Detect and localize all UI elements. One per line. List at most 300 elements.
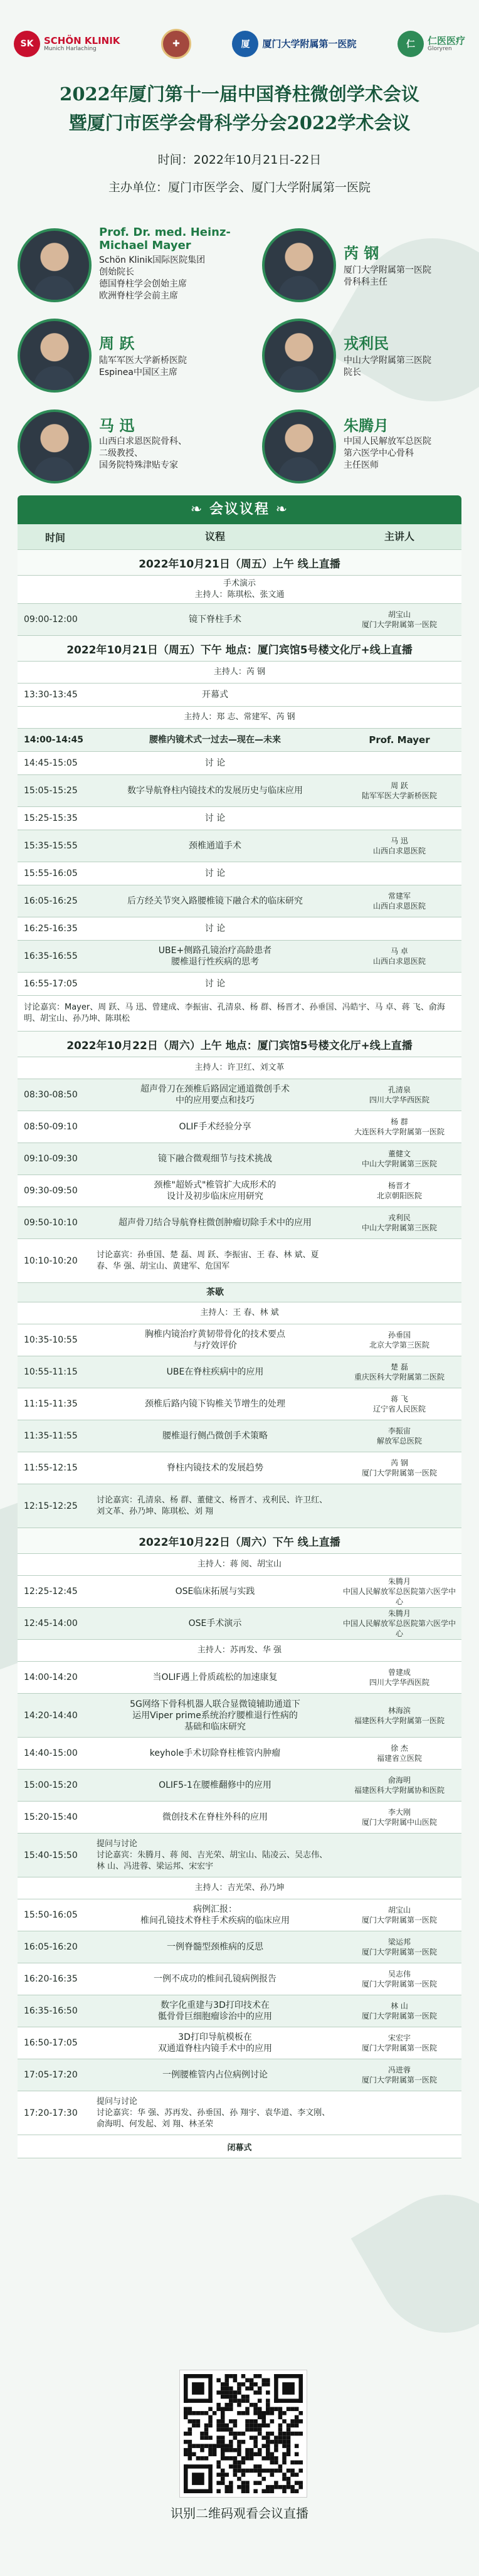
qr-module bbox=[184, 2464, 213, 2469]
qr-module bbox=[245, 2411, 250, 2415]
qr-module bbox=[204, 2436, 209, 2440]
qr-module bbox=[261, 2378, 266, 2383]
qr-module bbox=[245, 2489, 250, 2493]
desc-line: Schön Klinik国际医院集团 bbox=[99, 255, 206, 265]
session-date-row bbox=[18, 1528, 461, 1554]
speaker-desc bbox=[99, 255, 243, 302]
moderator-row bbox=[18, 1302, 461, 1324]
row-topic: 当OLIF遇上骨质疏松的加速康复 bbox=[152, 1672, 278, 1682]
qr-module bbox=[188, 2440, 192, 2444]
moderator-row bbox=[18, 576, 461, 604]
qr-module bbox=[229, 2489, 233, 2493]
closing-row bbox=[18, 2135, 461, 2158]
qr-module bbox=[295, 2424, 299, 2428]
row-topic: 微创技术在脊柱外科的应用 bbox=[162, 1812, 268, 1822]
qr-module bbox=[274, 2448, 278, 2452]
moderator-row bbox=[18, 1640, 461, 1662]
qr-module bbox=[184, 2489, 213, 2493]
table-row bbox=[18, 807, 461, 830]
qr-module bbox=[250, 2387, 254, 2391]
desc-line: 国务院特殊津贴专家 bbox=[99, 460, 178, 470]
row-time: 16:25-16:35 bbox=[24, 924, 78, 934]
qr-module bbox=[225, 2403, 229, 2407]
speaker-name: 朱腾月 bbox=[344, 417, 389, 435]
qr-module bbox=[266, 2424, 270, 2428]
qr-module bbox=[221, 2427, 225, 2432]
qr-module bbox=[250, 2427, 254, 2432]
table-row bbox=[18, 1111, 461, 1143]
moderator-row bbox=[18, 707, 461, 729]
row-time: 11:15-11:35 bbox=[24, 1399, 78, 1409]
row-topic: 3D打印导航模板在 双通道脊柱内镜手术中的应用 bbox=[158, 2032, 272, 2054]
qr-module bbox=[204, 2432, 209, 2436]
desc-line: Espinea中国区主席 bbox=[99, 367, 177, 377]
qr-module bbox=[266, 2448, 270, 2452]
qr-module bbox=[270, 2411, 275, 2415]
table-row bbox=[18, 1079, 461, 1111]
qr-module bbox=[245, 2481, 250, 2485]
table-row bbox=[18, 775, 461, 807]
qr-module bbox=[270, 2407, 275, 2411]
qr-module bbox=[225, 2448, 229, 2452]
qr-module bbox=[258, 2399, 262, 2403]
speaker-desc bbox=[344, 436, 463, 472]
qr-module bbox=[192, 2452, 196, 2456]
qr-module bbox=[258, 2390, 262, 2395]
table-row bbox=[18, 1484, 461, 1528]
row-topic: OSE临床拓展与实践 bbox=[175, 1586, 255, 1597]
qr-module bbox=[245, 2485, 250, 2489]
row-time: 09:00-12:00 bbox=[24, 615, 78, 625]
row-time: 15:35-15:55 bbox=[24, 841, 78, 851]
speaker-card bbox=[18, 314, 243, 395]
qr-module bbox=[229, 2444, 233, 2448]
logo-text: SCHÖN KLINIK bbox=[44, 34, 120, 46]
qr-module bbox=[216, 2403, 221, 2407]
moderator-row bbox=[18, 1877, 461, 1899]
row-topic: 提问与讨论 讨论嘉宾：华 强、苏再发、孙垂国、孙 翔宇、袁华道、李文刚、俞海明、何发起、刘 翔、林圣荣 bbox=[97, 2096, 330, 2129]
qr-module bbox=[216, 2390, 221, 2395]
row-time: 12:25-12:45 bbox=[24, 1586, 78, 1597]
speaker-card bbox=[262, 223, 463, 305]
qr-module bbox=[208, 2419, 213, 2424]
qr-module bbox=[274, 2399, 303, 2403]
table-row bbox=[18, 1143, 461, 1175]
qr-module bbox=[261, 2477, 266, 2481]
qr-module bbox=[221, 2477, 225, 2481]
qr-module bbox=[258, 2464, 262, 2469]
qr-module bbox=[253, 2464, 258, 2469]
qr-module bbox=[282, 2456, 287, 2461]
speaker-desc bbox=[99, 355, 243, 379]
qr-module bbox=[200, 2411, 204, 2415]
qr-module bbox=[245, 2424, 250, 2428]
qr-module bbox=[229, 2374, 233, 2378]
session-date-row bbox=[18, 1032, 461, 1057]
row-topic: 一例不成功的椎间孔镜病例报告 bbox=[154, 1974, 276, 1984]
qr-module bbox=[221, 2411, 225, 2415]
row-time: 08:30-08:50 bbox=[24, 1090, 78, 1100]
qr-code-image bbox=[184, 2374, 303, 2493]
seal-icon: ✚ bbox=[161, 29, 191, 59]
qr-module bbox=[270, 2485, 275, 2489]
qr-module bbox=[298, 2432, 303, 2436]
qr-module bbox=[241, 2374, 246, 2378]
moderator-text: 主持人：郑 志、常建军、芮 钢 bbox=[184, 712, 295, 722]
row-speaker: 吴志伟 厦门大学附属第一医院 bbox=[361, 1970, 437, 1988]
qr-module bbox=[237, 2469, 241, 2473]
row-time: 15:00-15:20 bbox=[24, 1780, 78, 1790]
logo-text: 厦门大学附属第一医院 bbox=[262, 38, 357, 50]
qr-module bbox=[233, 2374, 238, 2378]
qr-module bbox=[233, 2419, 238, 2424]
desc-line: 创始院长 bbox=[99, 267, 134, 277]
qr-module bbox=[253, 2403, 258, 2407]
qr-module bbox=[295, 2452, 299, 2456]
qr-module bbox=[253, 2440, 258, 2444]
row-speaker: 徐 杰 福建省立医院 bbox=[376, 1744, 422, 1763]
row-topic: 讨论嘉宾：孔清泉、杨 群、董健文、杨晋才、戎利民、许卫红、刘文革、孙乃坤、陈琪松、刘 翔 bbox=[97, 1495, 328, 1516]
schon-klinik-logo bbox=[14, 31, 120, 57]
qr-module bbox=[258, 2452, 262, 2456]
row-time: 09:50-10:10 bbox=[24, 1218, 78, 1228]
qr-module bbox=[282, 2485, 287, 2489]
qr-module bbox=[253, 2374, 258, 2378]
qr-module bbox=[216, 2440, 221, 2444]
table-row bbox=[18, 1175, 461, 1207]
qr-module bbox=[250, 2436, 254, 2440]
qr-module bbox=[258, 2387, 262, 2391]
qr-module bbox=[270, 2489, 275, 2493]
qr-module bbox=[282, 2382, 295, 2395]
table-row bbox=[18, 1356, 461, 1388]
hospital-icon: 厦 bbox=[232, 31, 258, 57]
session-date-text: 2022年10月21日（周五）上午 线上直播 bbox=[139, 557, 340, 571]
discussion-row bbox=[18, 996, 461, 1032]
row-topic: 超声骨刀结合导航脊柱微创肿瘤切除手术中的应用 bbox=[118, 1218, 312, 1228]
qr-module bbox=[225, 2485, 229, 2489]
qr-module bbox=[290, 2489, 295, 2493]
qr-module bbox=[221, 2387, 225, 2391]
qr-module bbox=[237, 2399, 241, 2403]
qr-module bbox=[188, 2456, 192, 2461]
qr-module bbox=[282, 2473, 287, 2477]
qr-module bbox=[261, 2419, 266, 2424]
row-time: 17:05-17:20 bbox=[24, 2070, 78, 2080]
header-time: 时间 bbox=[45, 531, 65, 544]
qr-module bbox=[250, 2424, 254, 2428]
qr-module bbox=[216, 2473, 221, 2477]
qr-module bbox=[237, 2432, 241, 2436]
qr-module bbox=[266, 2407, 270, 2411]
row-topic: 讨 论 bbox=[204, 758, 226, 768]
qr-caption: 识别二维码观看会议直播 bbox=[171, 2506, 308, 2521]
qr-module bbox=[287, 2407, 291, 2411]
qr-module bbox=[229, 2399, 233, 2403]
qr-module bbox=[192, 2473, 204, 2485]
qr-module bbox=[250, 2382, 254, 2387]
medical-association-logo bbox=[161, 29, 191, 59]
qr-module bbox=[290, 2424, 295, 2428]
qr-module bbox=[282, 2461, 287, 2465]
qr-module bbox=[225, 2489, 229, 2493]
table-row bbox=[18, 1388, 461, 1420]
moderator-text: 手术演示 主持人：陈琪松、张文通 bbox=[194, 579, 285, 599]
table-row bbox=[18, 1995, 461, 2027]
qr-module bbox=[184, 2415, 188, 2420]
qr-module bbox=[274, 2444, 278, 2448]
qr-module bbox=[278, 2424, 283, 2428]
qr-module bbox=[229, 2419, 233, 2424]
qr-module bbox=[241, 2432, 246, 2436]
qr-module bbox=[225, 2382, 229, 2387]
qr-module bbox=[221, 2440, 225, 2444]
avatar bbox=[262, 228, 336, 302]
qr-module bbox=[274, 2436, 278, 2440]
row-time: 14:20-14:40 bbox=[24, 1710, 78, 1721]
table-row bbox=[18, 1207, 461, 1239]
qr-module bbox=[216, 2489, 221, 2493]
row-time: 12:45-14:00 bbox=[24, 1618, 78, 1628]
qr-module bbox=[216, 2444, 221, 2448]
desc-line: 陆军军医大学新桥医院 bbox=[99, 356, 187, 366]
qr-module bbox=[221, 2469, 225, 2473]
desc-line: 中国人民解放军总医院 bbox=[344, 436, 431, 446]
qr-module bbox=[188, 2411, 192, 2415]
qr-module bbox=[278, 2427, 283, 2432]
qr-module bbox=[188, 2407, 192, 2411]
row-time: 16:05-16:25 bbox=[24, 896, 78, 906]
row-topic: 病例汇报： 椎间孔镜技术脊柱手术疾病的临床应用 bbox=[140, 1904, 290, 1926]
qr-module bbox=[295, 2432, 299, 2436]
row-time: 10:35-10:55 bbox=[24, 1335, 78, 1345]
qr-module bbox=[213, 2444, 217, 2448]
qr-module bbox=[266, 2456, 270, 2461]
qr-code[interactable] bbox=[180, 2370, 307, 2497]
row-speaker: 曾建成 四川大学华西医院 bbox=[369, 1668, 429, 1687]
qr-module bbox=[261, 2424, 266, 2428]
row-topic: 胸椎内镜治疗黄韧带骨化的技术要点 与疗效评价 bbox=[145, 1329, 285, 1351]
qr-module bbox=[241, 2382, 246, 2387]
qr-module bbox=[200, 2444, 204, 2448]
qr-module bbox=[295, 2473, 299, 2477]
qr-module bbox=[221, 2395, 225, 2399]
qr-module bbox=[258, 2469, 262, 2473]
qr-module bbox=[200, 2432, 204, 2436]
qr-module bbox=[216, 2481, 221, 2485]
row-speaker: 董健文 中山大学附属第三医院 bbox=[361, 1149, 437, 1168]
qr-module bbox=[253, 2436, 258, 2440]
qr-module bbox=[229, 2464, 233, 2469]
table-row bbox=[18, 604, 461, 636]
qr-module bbox=[258, 2424, 262, 2428]
qr-module bbox=[266, 2411, 270, 2415]
qr-module bbox=[245, 2456, 250, 2461]
qr-module bbox=[245, 2448, 250, 2452]
qr-module bbox=[295, 2489, 299, 2493]
qr-module bbox=[253, 2489, 258, 2493]
row-time: 16:20-16:35 bbox=[24, 1974, 78, 1984]
qr-module bbox=[266, 2436, 270, 2440]
qr-module bbox=[225, 2456, 229, 2461]
moderator-text: 主持人：苏再发、华 强 bbox=[197, 1645, 282, 1655]
qr-module bbox=[274, 2456, 278, 2461]
row-time: 12:15-12:25 bbox=[24, 1501, 78, 1511]
qr-module bbox=[253, 2390, 258, 2395]
desc-line: 骨科科主任 bbox=[344, 277, 387, 287]
qr-module bbox=[216, 2427, 221, 2432]
table-row bbox=[18, 1963, 461, 1995]
qr-module bbox=[221, 2415, 225, 2420]
row-speaker: 冯进蓉 厦门大学附属第一医院 bbox=[361, 2066, 437, 2084]
qr-module bbox=[298, 2485, 303, 2489]
qr-module bbox=[237, 2448, 241, 2452]
qr-module bbox=[192, 2419, 196, 2424]
qr-module bbox=[196, 2424, 201, 2428]
qr-module bbox=[270, 2440, 275, 2444]
qr-module bbox=[229, 2481, 233, 2485]
qr-module bbox=[225, 2378, 229, 2383]
row-speaker: 林 山 厦门大学附属第一医院 bbox=[361, 2002, 437, 2020]
row-speaker: 常建军 山西白求恩医院 bbox=[372, 892, 426, 911]
row-topic: 超声骨刀在颈椎后路固定通道微创手术 中的应用要点和技巧 bbox=[140, 1084, 290, 1106]
qr-module bbox=[253, 2469, 258, 2473]
qr-module bbox=[253, 2419, 258, 2424]
row-time: 15:20-15:40 bbox=[24, 1812, 78, 1822]
qr-module bbox=[287, 2432, 291, 2436]
qr-module bbox=[253, 2481, 258, 2485]
table-header bbox=[18, 524, 461, 550]
qr-module bbox=[298, 2461, 303, 2465]
row-topic: 腰椎内镜术式一过去—现在—未来 bbox=[149, 735, 281, 745]
qr-module bbox=[221, 2452, 225, 2456]
table-row bbox=[18, 2091, 461, 2135]
qr-module bbox=[282, 2436, 287, 2440]
qr-module bbox=[184, 2464, 188, 2493]
qr-module bbox=[245, 2395, 250, 2399]
row-speaker: 蒋 飞 辽宁省人民医院 bbox=[372, 1395, 426, 1413]
qr-module bbox=[204, 2456, 209, 2461]
row-time: 16:50-17:05 bbox=[24, 2038, 78, 2048]
row-speaker: 胡宝山 厦门大学附属第一医院 bbox=[361, 610, 437, 629]
qr-module bbox=[266, 2378, 270, 2383]
qr-module bbox=[270, 2452, 275, 2456]
logo-text: 仁医医疗 bbox=[427, 34, 465, 46]
row-speaker: 宋宏宇 厦门大学附属第一医院 bbox=[361, 2034, 437, 2052]
qr-module bbox=[282, 2477, 287, 2481]
qr-module bbox=[261, 2489, 266, 2493]
qr-module bbox=[258, 2411, 262, 2415]
qr-module bbox=[196, 2456, 201, 2461]
speaker-name: 周 跃 bbox=[99, 335, 135, 352]
agenda-table bbox=[18, 524, 461, 2158]
qr-module bbox=[233, 2378, 238, 2383]
qr-module bbox=[192, 2444, 196, 2448]
qr-module bbox=[261, 2382, 266, 2387]
closing-text: 闭幕式 bbox=[227, 2143, 252, 2153]
qr-module bbox=[298, 2374, 303, 2403]
qr-module bbox=[287, 2469, 291, 2473]
qr-module bbox=[188, 2448, 192, 2452]
speaker-card bbox=[18, 223, 243, 305]
qr-module bbox=[200, 2436, 204, 2440]
table-row bbox=[18, 752, 461, 775]
qr-module bbox=[258, 2481, 262, 2485]
desc-line: 德国脊柱学会创始主席 bbox=[99, 279, 187, 289]
row-speaker: 孙垂国 北京大学第三医院 bbox=[369, 1331, 429, 1349]
qr-module bbox=[261, 2436, 266, 2440]
table-row bbox=[18, 862, 461, 885]
row-topic: UBE+侧路孔镜治疗高龄患者 腰椎退行性疾病的思考 bbox=[158, 946, 272, 967]
row-topic: 颈椎后路内镜下钩椎关节增生的处理 bbox=[145, 1399, 285, 1409]
qr-module bbox=[258, 2427, 262, 2432]
row-speaker: 杨晋才 北京朝阳医院 bbox=[376, 1181, 422, 1200]
xiamen-hospital-logo bbox=[232, 31, 356, 57]
qr-module bbox=[282, 2452, 287, 2456]
qr-module bbox=[229, 2456, 233, 2461]
moderator-row bbox=[18, 1057, 461, 1079]
qr-module bbox=[188, 2432, 192, 2436]
qr-module bbox=[221, 2436, 225, 2440]
speaker-name: 戎利民 bbox=[344, 335, 389, 352]
qr-module bbox=[245, 2452, 250, 2456]
row-speaker: 杨 群 大连医科大学附属第一医院 bbox=[354, 1117, 445, 1136]
qr-module bbox=[184, 2374, 188, 2403]
speaker-name: 马 迅 bbox=[99, 417, 135, 435]
table-row bbox=[18, 2059, 461, 2091]
qr-module bbox=[278, 2411, 283, 2415]
qr-module bbox=[208, 2452, 213, 2456]
qr-module bbox=[216, 2461, 221, 2465]
row-topic: UBE在脊柱疾病中的应用 bbox=[166, 1367, 264, 1377]
row-time: 15:50-16:05 bbox=[24, 1910, 78, 1920]
agenda-title bbox=[18, 495, 461, 524]
row-topic: 5G网络下骨科机器人联合显微镜辅助通道下 运用Viper prime系统治疗腰椎退行性病的 基础和临床研究 bbox=[130, 1699, 300, 1732]
qr-module bbox=[250, 2469, 254, 2473]
session-date-row bbox=[18, 636, 461, 662]
row-topic: 讨 论 bbox=[204, 868, 226, 879]
qr-module bbox=[233, 2432, 238, 2436]
qr-module bbox=[241, 2485, 246, 2489]
qr-module bbox=[253, 2427, 258, 2432]
qr-module bbox=[184, 2440, 188, 2444]
row-speaker: 李振宙 解放军总医院 bbox=[376, 1427, 422, 1445]
qr-module bbox=[287, 2436, 291, 2440]
qr-module bbox=[266, 2489, 270, 2493]
row-topic: 提问与讨论 讨论嘉宾：朱腾月、蒋 阅、吉光荣、胡宝山、陆凌云、吴志伟、林 山、冯进蓉、梁运邦、宋宏宇 bbox=[97, 1839, 328, 1871]
qr-module bbox=[245, 2427, 250, 2432]
qr-module bbox=[274, 2374, 303, 2378]
qr-module bbox=[282, 2440, 287, 2444]
row-speaker: 马 迅 山西白求恩医院 bbox=[372, 837, 426, 855]
qr-module bbox=[216, 2464, 221, 2469]
qr-module bbox=[208, 2407, 213, 2411]
row-speaker: Prof. Mayer bbox=[369, 734, 430, 746]
qr-module bbox=[266, 2452, 270, 2456]
qr-module bbox=[241, 2456, 246, 2461]
qr-module bbox=[229, 2432, 233, 2436]
qr-module bbox=[221, 2448, 225, 2452]
qr-module bbox=[225, 2444, 229, 2448]
qr-module bbox=[261, 2469, 266, 2473]
qr-module bbox=[298, 2469, 303, 2473]
desc-line: 第六医学中心骨科 bbox=[344, 448, 414, 458]
avatar bbox=[18, 319, 92, 393]
desc-line: 山西白求恩医院骨科、 bbox=[99, 436, 187, 446]
qr-module bbox=[253, 2411, 258, 2415]
row-topic: 一例脊髓型颈椎病的反思 bbox=[167, 1942, 263, 1952]
qr-module bbox=[184, 2407, 188, 2411]
